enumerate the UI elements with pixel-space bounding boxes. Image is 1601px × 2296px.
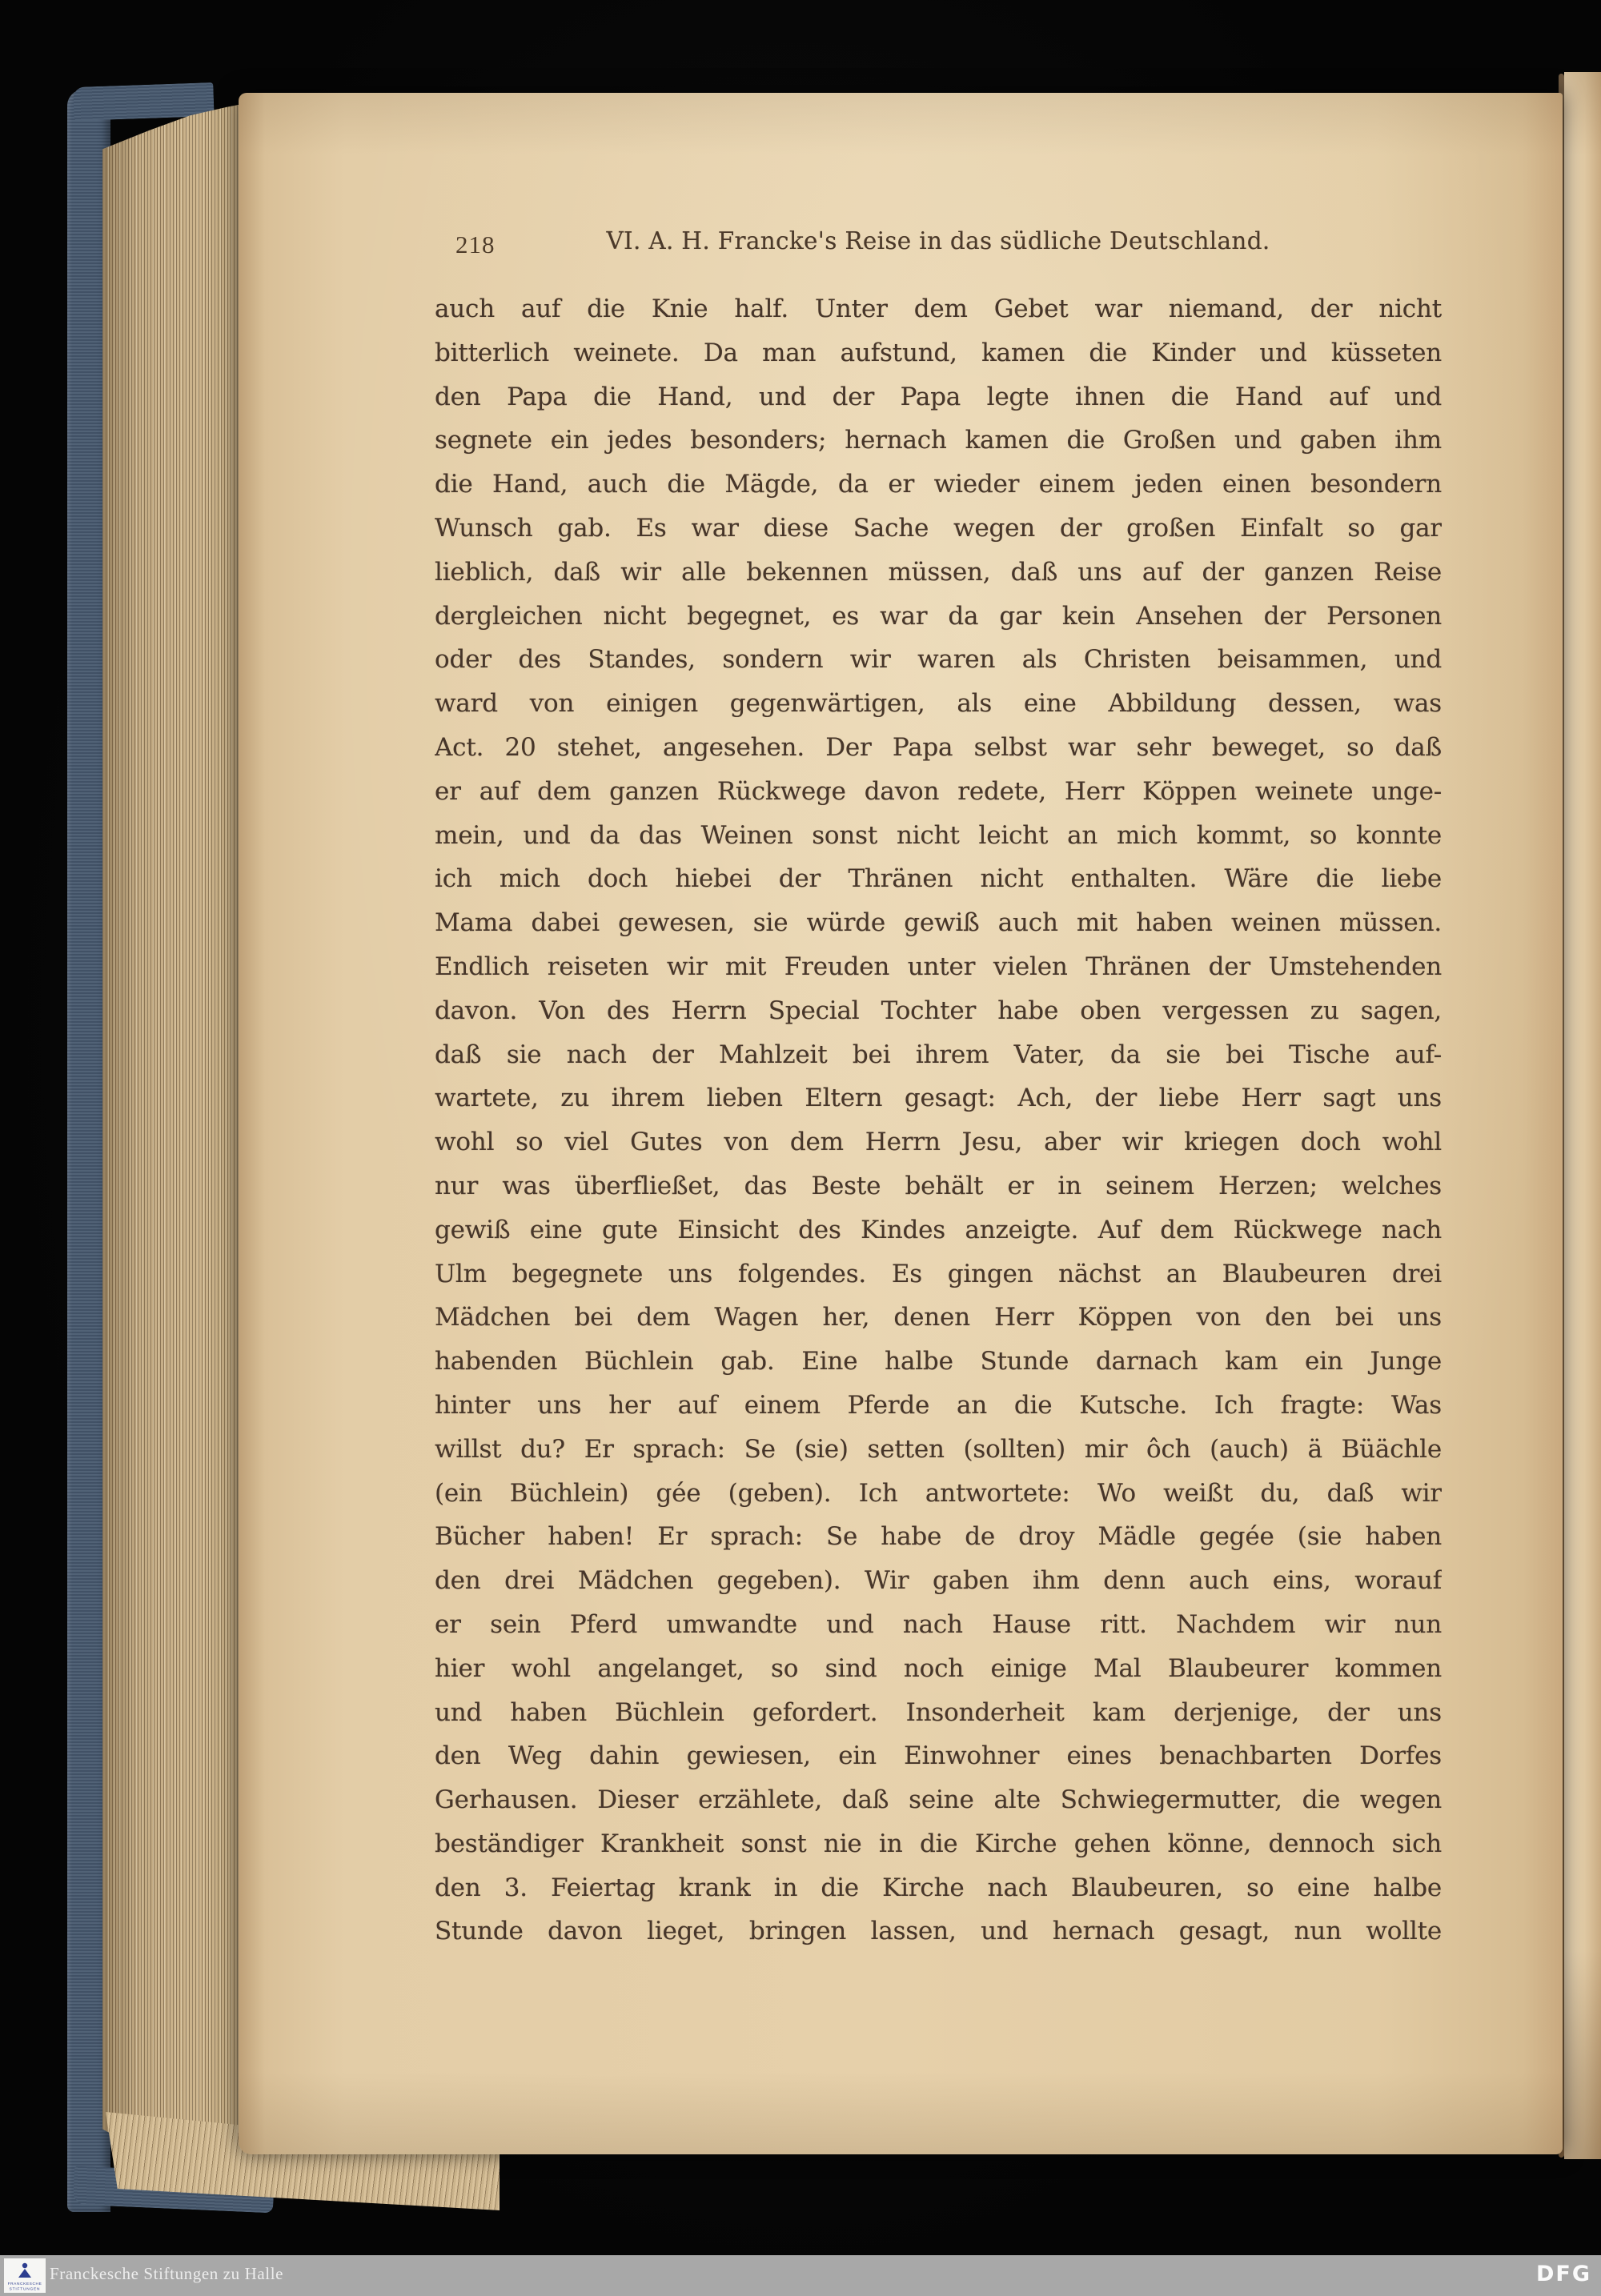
text-line: gewiß eine gute Einsicht des Kindes anzeigte. Auf dem Rückwege nach <box>435 1215 1442 1244</box>
page-number: 218 <box>455 230 496 258</box>
text-line: Bücher haben! Er sprach: Se habe de droy Mädle gegée (sie haben <box>435 1522 1442 1552</box>
text-line: dergleichen nicht begegnet, es war da gar kein Ansehen der Personen <box>435 601 1442 631</box>
text-line: und haben Büchlein gefordert. Insonderheit kam derjenige, der uns <box>435 1697 1442 1727</box>
footer-bar <box>0 2255 1601 2296</box>
text-line: ward von einigen gegenwärtigen, als eine Abbildung dessen, was <box>435 689 1442 719</box>
text-line: Stunde davon lieget, bringen lassen, und hernach gesagt, nun wollte <box>435 1917 1442 1946</box>
text-line: Ulm begegnete uns folgendes. Es gingen nächst an Blaubeuren drei <box>435 1259 1442 1288</box>
text-line: davon. Von des Herrn Special Tochter habe oben vergessen zu sagen, <box>435 996 1442 1025</box>
text-line: auch auf die Knie half. Unter dem Gebet war niemand, der nicht <box>435 295 1442 323</box>
text-line: hinter uns her auf einem Pferde an die Kutsche. Ich fragte: Was <box>435 1390 1442 1420</box>
running-title: VI. A. H. Francke's Reise in das südliche Deutschland. <box>606 227 1270 254</box>
text-line: er auf dem ganzen Rückwege davon redete, Herr Köppen weinete unge- <box>435 776 1442 806</box>
text-line: wartete, zu ihrem lieben Eltern gesagt: Ach, der liebe Herr sagt uns <box>435 1084 1442 1113</box>
text-line: lieblich, daß wir alle bekennen müssen, daß uns auf der ganzen Reise <box>435 557 1442 587</box>
text-line: (ein Büchlein) gée (geben). Ich antwortete: Wo weißt du, daß wir <box>435 1478 1442 1508</box>
text-line: den drei Mädchen gegeben). Wir gaben ihm denn auch eins, worauf <box>435 1566 1442 1596</box>
book-page <box>239 93 1563 2154</box>
text-line: oder des Standes, sondern wir waren als Christen beisammen, und <box>435 645 1442 675</box>
text-line: Mama dabei gewesen, sie würde gewiß auch mit haben weinen müssen. <box>435 908 1442 938</box>
text-line: Mädchen bei dem Wagen her, denen Herr Köppen von den bei uns <box>435 1303 1442 1332</box>
text-line: den Papa die Hand, und der Papa legte ihnen die Hand auf und <box>435 382 1442 411</box>
text-line: mein, und da das Weinen sonst nicht leicht an mich kommt, so konnte <box>435 820 1442 850</box>
text-line: Act. 20 stehet, angesehen. Der Papa selbst war sehr beweget, so daß <box>435 732 1442 762</box>
text-line: den Weg dahin gewiesen, ein Einwohner eines benachbarten Dorfes <box>435 1741 1442 1771</box>
text-line: beständiger Krankheit sonst nie in die Kirche gehen könne, dennoch sich <box>435 1829 1442 1858</box>
dfg-logo: DFG <box>1535 2262 1591 2286</box>
text-line: willst du? Er sprach: Se (sie) setten (sollten) mir ôch (auch) ä Büächle <box>435 1434 1442 1464</box>
text-line: daß sie nach der Mahlzeit bei ihrem Vater, da sie bei Tische auf- <box>435 1040 1442 1069</box>
logo-text-line1: FRANCKESCHE <box>7 2282 42 2286</box>
text-line: den 3. Feiertag krank in die Kirche nach Blaubeuren, so eine halbe <box>435 1873 1442 1902</box>
institution-label: Franckesche Stiftungen zu Halle <box>50 2264 284 2283</box>
text-line: wohl so viel Gutes von dem Herrn Jesu, aber wir kriegen doch wohl <box>435 1128 1442 1157</box>
franckesche-figure-icon <box>6 2260 43 2292</box>
page-header <box>435 227 1442 264</box>
franckesche-stiftungen-logo <box>4 2258 46 2293</box>
text-block <box>435 287 1442 1953</box>
text-line: habenden Büchlein gab. Eine halbe Stunde darnach kam ein Junge <box>435 1347 1442 1376</box>
facing-page-edge <box>1564 72 1601 2159</box>
text-line: Wunsch gab. Es war diese Sache wegen der großen Einfalt so gar <box>435 513 1442 543</box>
text-line: die Hand, auch die Mägde, da er wieder einem jeden einen besondern <box>435 470 1442 499</box>
logo-text-line2: STIFTUNGEN <box>9 2287 41 2291</box>
text-line: bitterlich weinete. Da man aufstund, kamen die Kinder und küsseten <box>435 338 1442 367</box>
text-line: hier wohl angelanget, so sind noch einige Mal Blaubeurer kommen <box>435 1653 1442 1683</box>
text-line: Gerhausen. Dieser erzählete, daß seine alte Schwiegermutter, die wegen <box>435 1785 1442 1815</box>
text-line: er sein Pferd umwandte und nach Hause ritt. Nachdem wir nun <box>435 1609 1442 1639</box>
text-line: nur was überfließet, das Beste behält er in seinem Herzen; welches <box>435 1171 1442 1200</box>
text-line: ich mich doch hiebei der Thränen nicht enthalten. Wäre die liebe <box>435 864 1442 894</box>
text-line: Endlich reiseten wir mit Freuden unter vielen Thränen der Umstehenden <box>435 952 1442 981</box>
text-line: segnete ein jedes besonders; hernach kamen die Großen und gaben ihm <box>435 426 1442 455</box>
